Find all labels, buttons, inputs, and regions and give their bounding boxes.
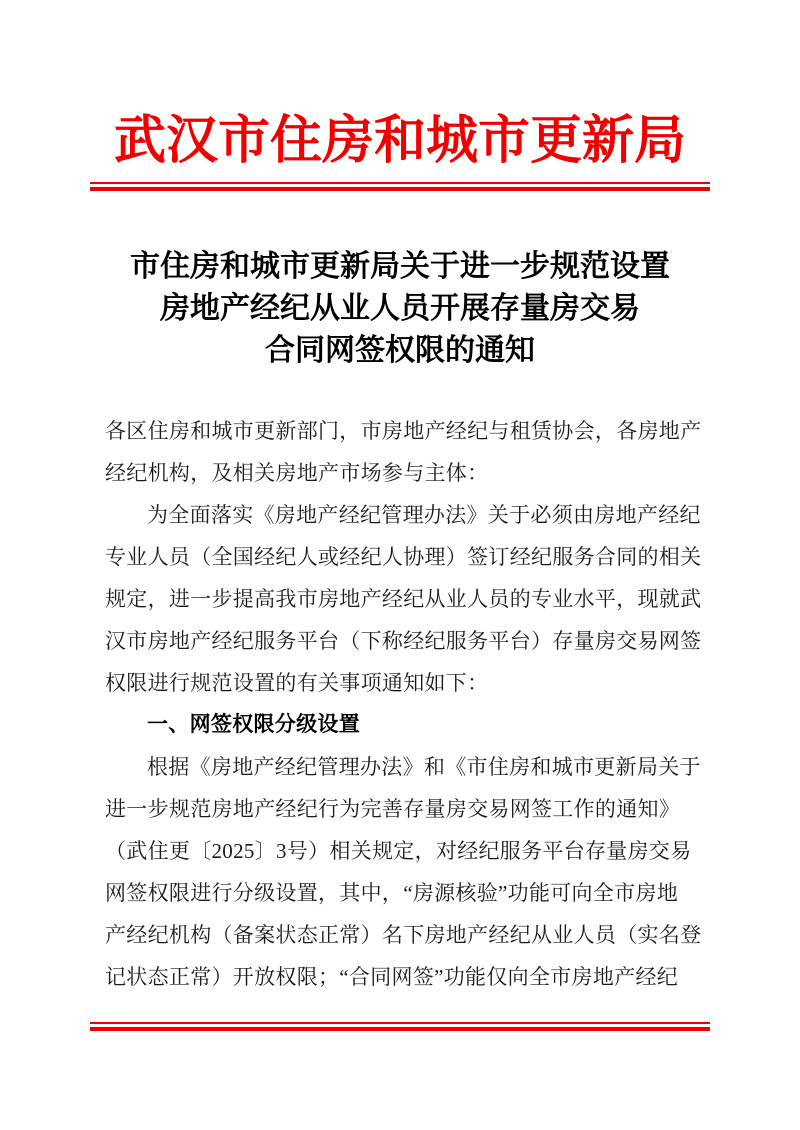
text-line: 网签权限进行分级设置，其中，“房源核验”功能可向全市房地 (105, 881, 679, 905)
document-body (105, 410, 705, 998)
header-divider-thick-line (90, 187, 710, 191)
text-line: 产经纪机构（备案状态正常）名下房地产经纪从业人员（实名登 (105, 923, 702, 947)
footer-divider-thick-line (90, 1027, 710, 1031)
text-line: 经纪机构，及相关房地产市场参与主体： (105, 461, 489, 485)
agency-banner: 武汉市住房和城市更新局 (113, 113, 686, 170)
document-title-line: 房地产经纪从业人员开展存量房交易 (160, 292, 640, 325)
text-line: 为全面落实《房地产经纪管理办法》关于必须由房地产经纪 (147, 503, 701, 527)
text-line: （武住更〔2025〕3号）相关规定，对经纪服务平台存量房交易 (105, 839, 692, 863)
section-heading: 一、网签权限分级设置 (147, 713, 360, 736)
text-line: 各区住房和城市更新部门，市房地产经纪与租赁协会，各房地产 (105, 419, 702, 443)
text-line: 进一步规范房地产经纪行为完善存量房交易网签工作的通知》 (105, 797, 681, 821)
text-line: 专业人员（全国经纪人或经纪人协理）签订经纪服务合同的相关 (105, 545, 702, 569)
text-line: 权限进行规范设置的有关事项通知如下： (105, 671, 489, 695)
header-divider (90, 182, 710, 191)
document-title (0, 246, 800, 372)
document-title-line: 合同网签权限的通知 (265, 334, 535, 367)
document-title-line: 市住房和城市更新局关于进一步规范设置 (130, 250, 670, 283)
text-line: 记状态正常）开放权限；“合同网签”功能仅向全市房地产经纪 (105, 965, 679, 989)
text-line: 规定，进一步提高我市房地产经纪从业人员的专业水平，现就武 (105, 587, 702, 611)
footer-divider (90, 1022, 710, 1031)
text-line: 根据《房地产经纪管理办法》和《市住房和城市更新局关于 (147, 755, 701, 779)
text-line: 汉市房地产经纪服务平台（下称经纪服务平台）存量房交易网签 (105, 629, 702, 653)
